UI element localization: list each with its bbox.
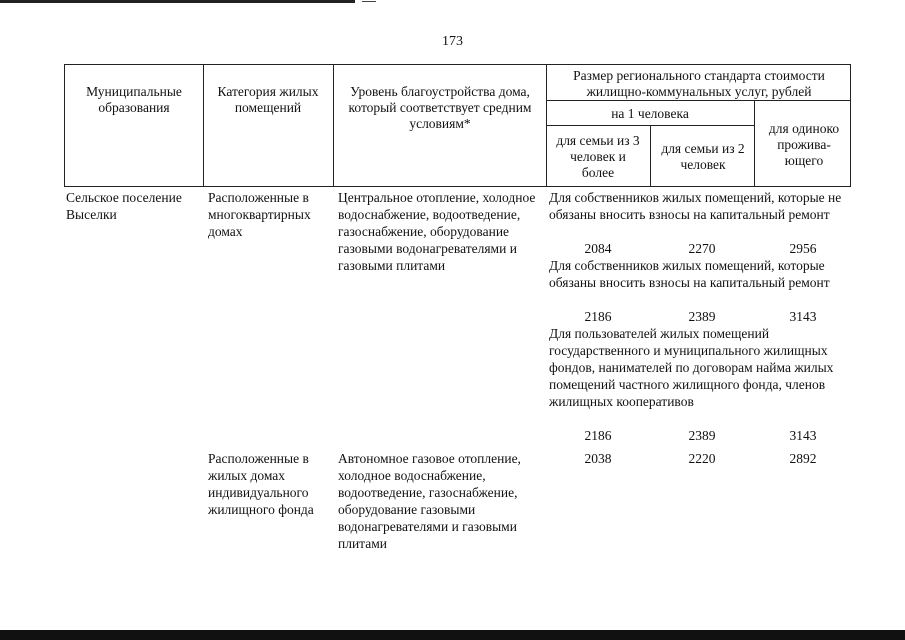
municipality-name: Сельское поселение Выселки xyxy=(66,190,182,222)
value-family3: 2038 xyxy=(584,451,612,466)
value-single: 2892 xyxy=(789,451,817,466)
group-public-housing-users: Для пользователей жилых помещений государственного и муниципального жилищных фондов, нанимателей по договорам найма жилых помещений частного жилищного фонда, членов жилищных кооперативов xyxy=(549,326,834,409)
top-dash xyxy=(362,1,376,2)
improvement-level-1: Центральное отопление, холодное водоснабжение, водоотведение, газоснабжение, оборудование газовыми водонагревателями и газовыми плитами xyxy=(338,190,536,273)
bottom-scan-border xyxy=(0,630,905,640)
table-header xyxy=(64,64,851,187)
top-rule xyxy=(0,0,355,3)
value-family2: 2389 xyxy=(688,428,716,443)
header-improvement-level: Уровень благоустройства дома, который соответствует средним условиям* xyxy=(348,84,532,131)
header-divider xyxy=(650,125,651,186)
group-owners-no-capital-repair: Для собственников жилых помещений, которые не обязаны вносить взносы на капитальный ремонт xyxy=(549,190,842,222)
value-family3: 2084 xyxy=(584,241,612,256)
value-single: 2956 xyxy=(789,241,817,256)
header-divider xyxy=(754,100,755,186)
header-family-2: для семьи из 2 человек xyxy=(661,141,745,172)
group-owners-with-capital-repair: Для собственников жилых помещений, которые обязаны вносить взносы на капитальный ремонт xyxy=(549,258,830,290)
value-family2: 2220 xyxy=(688,451,716,466)
value-family3: 2186 xyxy=(584,428,612,443)
value-single: 3143 xyxy=(789,309,817,324)
value-single: 3143 xyxy=(789,428,817,443)
header-divider xyxy=(546,100,850,101)
header-standard-size: Размер регионального стандарта стоимости жилищно-коммунальных услуг, рублей xyxy=(573,68,825,99)
value-family2: 2270 xyxy=(688,241,716,256)
header-per-person: на 1 человека xyxy=(611,106,689,121)
value-family2: 2389 xyxy=(688,309,716,324)
header-family-3: для семьи из 3 человек и более xyxy=(556,133,640,180)
header-municipality: Муниципальные образования xyxy=(86,84,182,115)
category-apartment-buildings: Расположенные в многоквартирных домах xyxy=(208,190,311,239)
category-individual-houses: Расположенные в жилых домах индивидуального жилищного фонда xyxy=(208,451,314,517)
improvement-level-2: Автономное газовое отопление, холодное водоснабжение, водоотведение, газоснабжение, оборудование газовыми водонагревателями и газовыми плитами xyxy=(338,451,521,551)
value-family3: 2186 xyxy=(584,309,612,324)
header-divider xyxy=(203,65,204,186)
page-number: 173 xyxy=(442,34,463,49)
header-divider xyxy=(333,65,334,186)
header-single: для одиноко прожива-ющего xyxy=(768,121,840,168)
header-category: Категория жилых помещений xyxy=(217,84,319,115)
